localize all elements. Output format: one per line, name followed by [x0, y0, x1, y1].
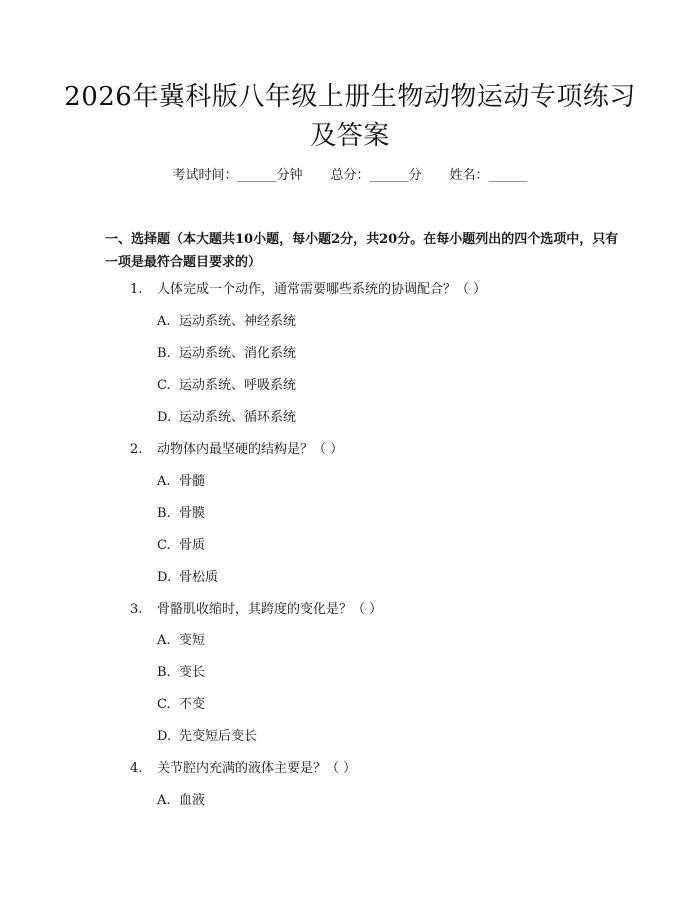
option-letter: B.: [157, 665, 171, 680]
question-number: 2.: [130, 442, 143, 457]
question-2-option-b: [157, 504, 205, 524]
option-text: 骨膜: [179, 506, 206, 521]
option-letter: D.: [157, 729, 172, 744]
option-text: 骨髓: [179, 474, 206, 489]
question-1: [130, 280, 486, 300]
exam-name: 姓名：______: [449, 168, 528, 183]
question-1-option-b: [157, 344, 296, 364]
question-3-option-b: [157, 663, 205, 683]
question-text: 动物体内最坚硬的结构是？（ ）: [157, 442, 344, 457]
option-text: 运动系统、循环系统: [179, 410, 297, 425]
question-2-option-d: [157, 568, 218, 588]
question-number: 1.: [130, 282, 143, 297]
question-3-option-a: [157, 631, 205, 651]
option-letter: B.: [157, 506, 171, 521]
option-text: 先变短后变长: [179, 729, 258, 744]
option-text: 运动系统、神经系统: [179, 314, 297, 329]
question-number: 4.: [130, 761, 143, 776]
option-text: 骨质: [179, 538, 206, 553]
option-letter: B.: [157, 346, 171, 361]
option-text: 血液: [179, 793, 206, 808]
option-text: 骨松质: [179, 570, 219, 585]
exam-total-score: 总分：______分: [330, 168, 422, 183]
option-letter: D.: [157, 410, 172, 425]
question-3-option-c: [157, 695, 205, 715]
exam-time: 考试时间：______分钟: [172, 168, 303, 183]
exam-meta: [0, 166, 700, 186]
option-letter: A.: [157, 314, 171, 329]
option-text: 不变: [179, 697, 206, 712]
question-text: 人体完成一个动作，通常需要哪些系统的协调配合？（ ）: [157, 282, 487, 297]
section-heading: 一、选择题（本大题共10小题，每小题2分，共20分。在每小题列出的四个选项中，只有一项是最符合题目要求的）: [105, 232, 619, 270]
option-letter: A.: [157, 474, 171, 489]
option-text: 运动系统、消化系统: [179, 346, 297, 361]
question-1-option-c: [157, 376, 296, 396]
question-number: 3.: [130, 602, 143, 617]
option-letter: A.: [157, 793, 171, 808]
option-letter: C.: [157, 538, 171, 553]
option-text: 变短: [179, 633, 206, 648]
question-text: 骨骼肌收缩时，其跨度的变化是？（ ）: [157, 602, 383, 617]
question-2: [130, 440, 343, 460]
option-text: 运动系统、呼吸系统: [179, 378, 297, 393]
option-letter: A.: [157, 633, 171, 648]
question-4-option-a: [157, 791, 205, 811]
question-4: [130, 759, 356, 779]
question-3-option-d: [157, 727, 257, 747]
option-text: 变长: [179, 665, 206, 680]
question-2-option-a: [157, 472, 205, 492]
document-title: 2026年冀科版八年级上册生物动物运动专项练习及答案: [64, 82, 636, 151]
option-letter: D.: [157, 570, 172, 585]
question-1-option-d: [157, 408, 296, 428]
option-letter: C.: [157, 378, 171, 393]
question-2-option-c: [157, 536, 205, 556]
question-text: 关节腔内充满的液体主要是？（ ）: [157, 761, 357, 776]
question-3: [130, 600, 382, 620]
question-1-option-a: [157, 312, 296, 332]
option-letter: C.: [157, 697, 171, 712]
